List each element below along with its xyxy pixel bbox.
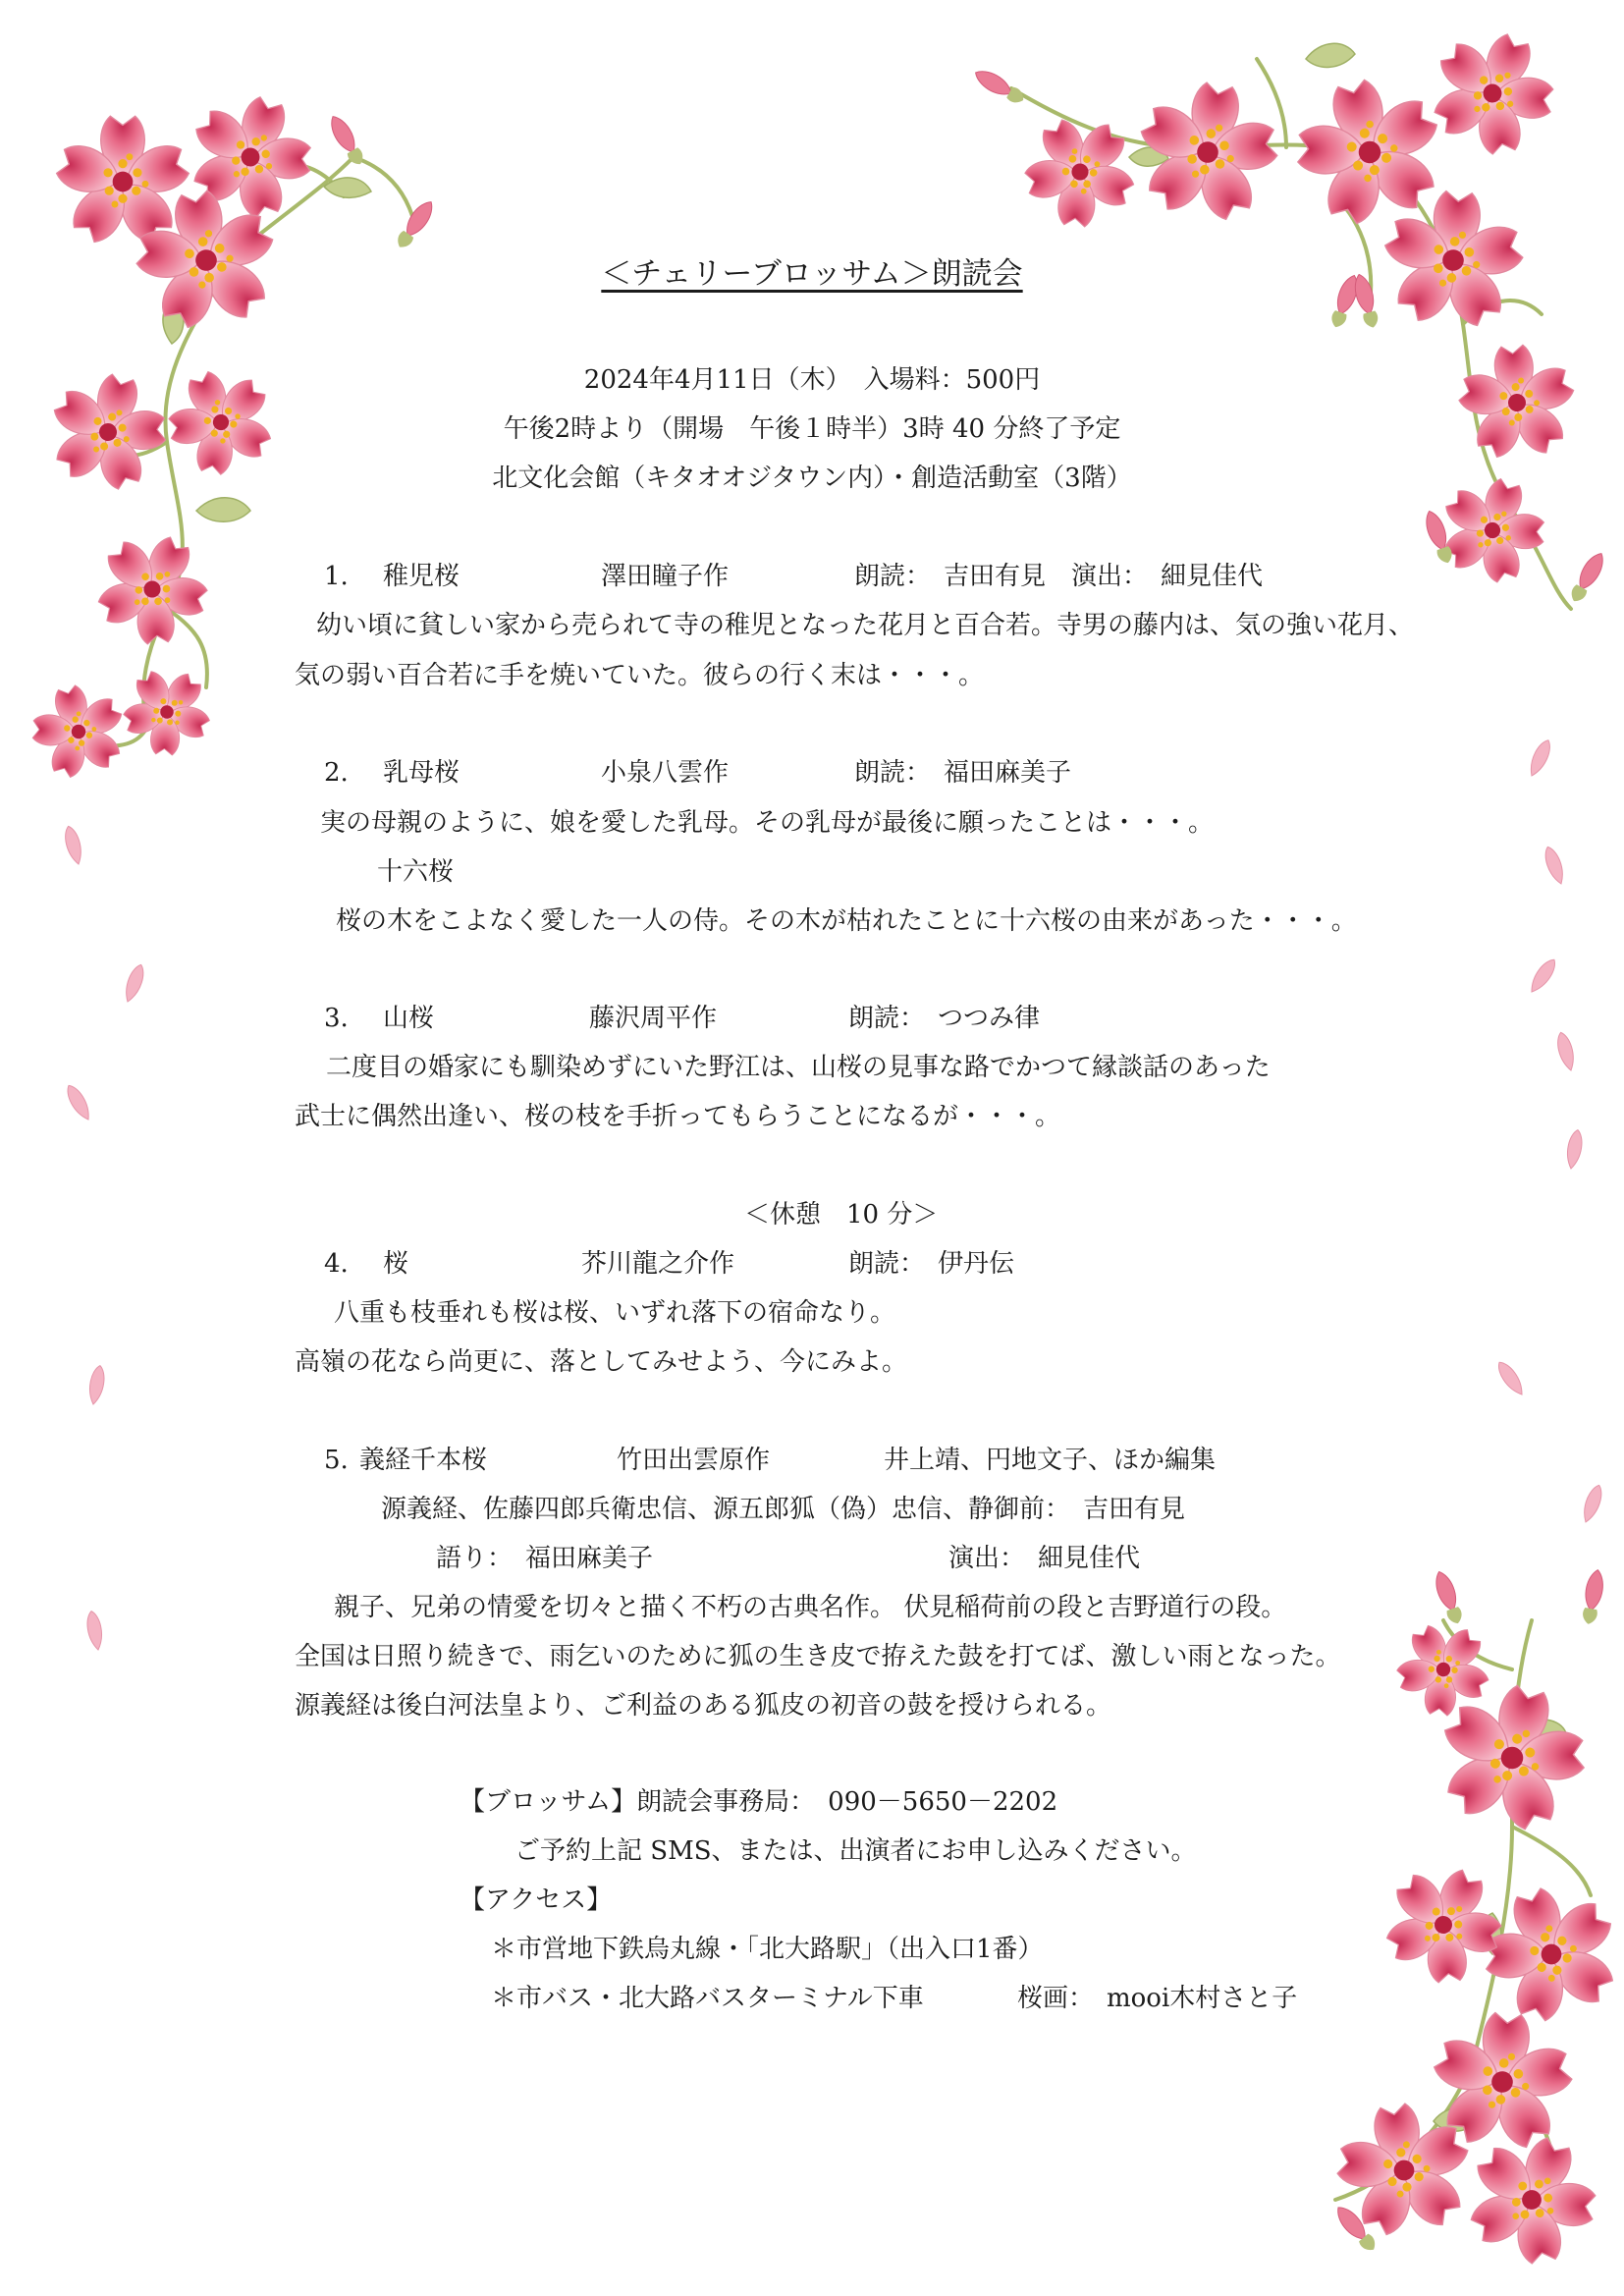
program-credits: 井上靖、円地文子、ほか編集 bbox=[884, 1446, 1217, 1475]
program-cast: 源義経、佐藤四郎兵衛忠信、源五郎狐（偽）忠信、静御前： 吉田有見 bbox=[381, 1495, 1186, 1524]
program-credits: 朗読： 伊丹伝 bbox=[848, 1249, 1015, 1279]
program-summary-line: 幼い頃に貧しい家から売られて寺の稚児となった花月と百合若。寺男の藤内は、気の強い花月、 bbox=[316, 611, 1415, 640]
program-author: 藤沢周平作 bbox=[589, 1004, 718, 1033]
program-title: 乳母桜 bbox=[383, 758, 460, 788]
program-summary-line: 親子、兄弟の情愛を切々と描く不朽の古典名作。 伏見稲荷前の段と吉野道行の段。 bbox=[334, 1593, 1287, 1622]
program-summary-line: 実の母親のように、娘を愛した乳母。その乳母が最後に願ったことは・・・。 bbox=[320, 808, 1215, 838]
program-summary-line: 源義経は後白河法皇より、ご利益のある狐皮の初音の鼓を授けられる。 bbox=[295, 1691, 1112, 1721]
bottom-right-blossom-cluster bbox=[1325, 1568, 1624, 2284]
illustration-credit: 桜画： mooi木村さと子 bbox=[1017, 1984, 1298, 2013]
program-title: 桜 bbox=[383, 1249, 409, 1279]
program-summary-line: 武士に偶然出逢い、桜の枝を手折ってもらうことになるが・・・。 bbox=[295, 1102, 1061, 1131]
program-title: 義経千本桜 bbox=[359, 1446, 488, 1475]
program-author: 小泉八雲作 bbox=[601, 758, 730, 788]
program-title: 稚児桜 bbox=[383, 562, 460, 591]
top-right-blossom-cluster bbox=[971, 13, 1608, 609]
program-summary-line: 二度目の婚家にも馴染めずにいた野江は、山桜の見事な路でかつて縁談話のあった bbox=[326, 1053, 1271, 1082]
program-title: 山桜 bbox=[383, 1004, 435, 1033]
program-direction: 演出： 細見佳代 bbox=[948, 1544, 1141, 1573]
program-credits: 朗読： 福田麻美子 bbox=[854, 758, 1072, 788]
event-venue: 北文化会館（キタオオジタウン内）・創造活動室（3階） bbox=[492, 464, 1132, 493]
event-date-fee: 2024年4月11日（木） 入場料：500円 bbox=[583, 365, 1041, 395]
program-summary-line: 気の弱い百合若に手を焼いていた。彼らの行く末は・・・。 bbox=[295, 661, 985, 690]
program-sub-title: 十六桜 bbox=[377, 857, 455, 887]
program-number: 4. bbox=[324, 1249, 349, 1279]
program-number: 5. bbox=[324, 1446, 349, 1475]
reservation-note: ご予約上記 SMS、または、出演者にお申し込みください。 bbox=[514, 1836, 1197, 1866]
program-author: 竹田出雲原作 bbox=[617, 1446, 771, 1475]
access-label: 【アクセス】 bbox=[460, 1886, 613, 1915]
program-author: 芥川龍之介作 bbox=[581, 1249, 735, 1279]
program-credits: 朗読： つつみ律 bbox=[848, 1004, 1041, 1033]
program-credits: 朗読： 吉田有見 演出： 細見佳代 bbox=[854, 562, 1264, 591]
program-narration: 語り： 福田麻美子 bbox=[436, 1544, 654, 1573]
intermission: ＜休憩 10 分＞ bbox=[744, 1200, 939, 1230]
access-bus: ＊市バス・北大路バスターミナル下車 bbox=[491, 1984, 924, 2013]
program-summary-line: 高嶺の花なら尚更に、落としてみせよう、今にみよ。 bbox=[295, 1347, 908, 1377]
event-time: 午後2時より（開場 午後１時半）3時 40 分終了予定 bbox=[503, 414, 1121, 444]
program-number: 1. bbox=[324, 562, 349, 591]
program-number: 3. bbox=[324, 1004, 349, 1033]
program-author: 澤田瞳子作 bbox=[601, 562, 730, 591]
program-summary-line: 八重も枝垂れも桜は桜、いずれ落下の宿命なり。 bbox=[334, 1298, 896, 1328]
page-title: ＜チェリーブロッサム＞朗読会 bbox=[601, 256, 1023, 292]
program-summary-line: 全国は日照り続きで、雨乞いのために狐の生き皮で拵えた鼓を打てば、激しい雨となった。 bbox=[295, 1642, 1341, 1671]
office-contact: 【ブロッサム】朗読会事務局： 090－5650－2202 bbox=[460, 1787, 1058, 1817]
program-number: 2. bbox=[324, 758, 349, 788]
program-sub-summary: 桜の木をこよなく愛した一人の侍。その木が枯れたことに十六桜の由来があった・・・。 bbox=[336, 906, 1357, 936]
access-subway: ＊市営地下鉄烏丸線・「北大路駅」（出入口1番） bbox=[491, 1935, 1044, 1964]
